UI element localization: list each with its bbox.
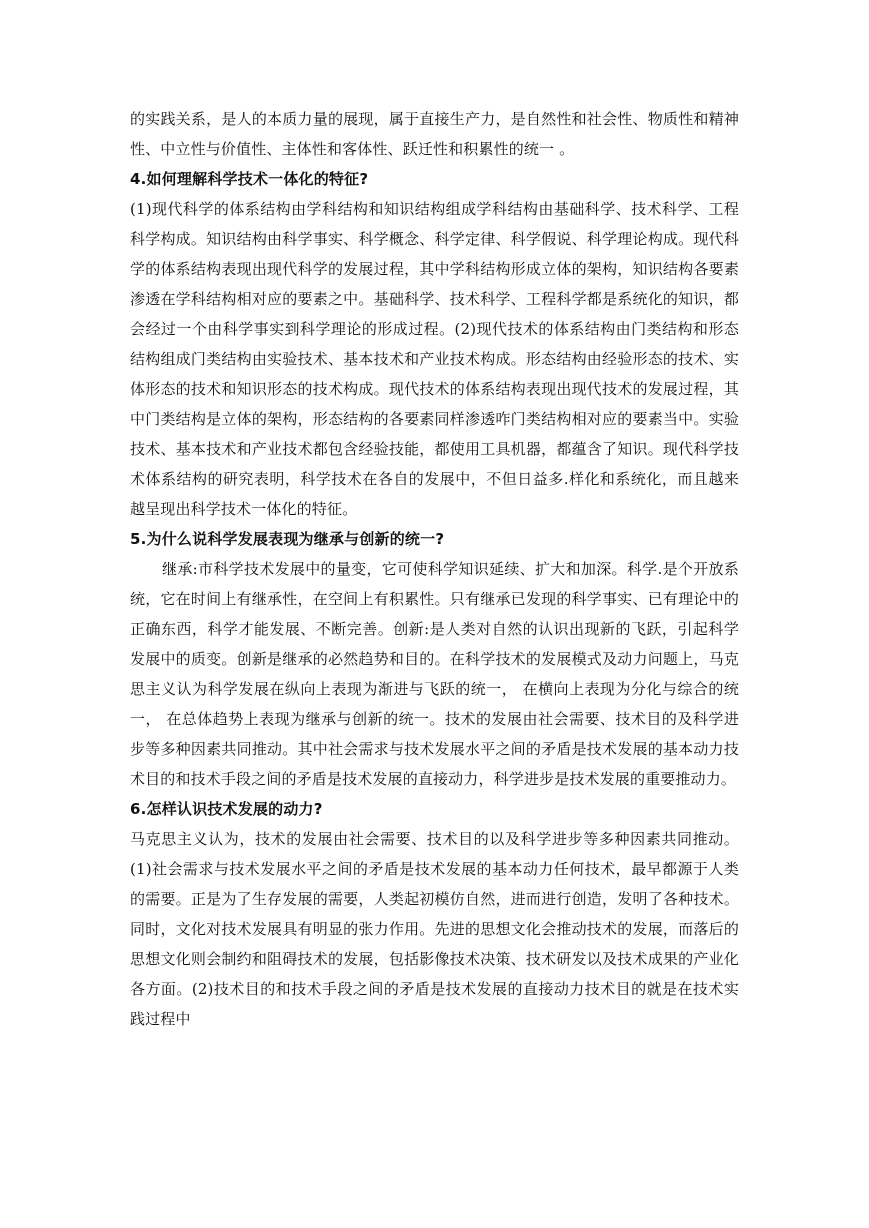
paragraph-continuation: 的实践关系，是人的本质力量的展现，属于直接生产力，是自然性和社会性、物质性和精神性、中立性与价值性、主体性和客体性、跃迁性和积累性的统一 。 <box>130 110 739 158</box>
question-4-heading: 4.如何理解科学技术一体化的特征? <box>130 170 369 188</box>
question-4-answer: (1)现代科学的体系结构由学科结构和知识结构组成学科结构由基础科学、技术科学、工程科学构成。知识结构由科学事实、科学概念、科学定律、科学假说、科学理论构成。现代科学的体系结构表现出现代科学的发展过程，其中学科结构形成立体的架构，知识结构各要素渗透在学科结构相对应的要素之中。基础科学、技术科学、工程科学都是系统化的知识，都会经过一个由科学事实到科学理论的形成过程。(2)现代技术的体系结构由门类结构和形态结构组成门类结构由实验技术、基本技术和产业技术构成。形态结构由经验形态的技术、实体形态的技术和知识形态的技术构成。现代技术的体系结构表现出现代技术的发展过程，其中门类结构是立体的架构，形态结构的各要素同样渗透咋门类结构相对应的要素当中。实验技术、基本技术和产业技术都包含经验技能，都使用工具机器，都蕴含了知识。现代科学技术体系结构的研究表明，科学技术在各自的发展中，不但日益多.样化和系统化，而且越来越呈现出科学技术一体化的特征。 <box>130 200 739 518</box>
question-6-heading: 6.怎样认识技术发展的动力? <box>130 800 323 818</box>
question-5-heading: 5.为什么说科学发展表现为继承与创新的统一? <box>130 530 445 548</box>
question-6-answer: 马克思主义认为，技术的发展由社会需要、技术目的以及科学进步等多种因素共同推动。(1)社会需求与技术发展水平之间的矛盾是技术发展的基本动力任何技术，最早都源于人类的需要。正是为了生存发展的需要，人类起初模仿自然，进而进行创造，发明了各种技术。同时，文化对技术发展具有明显的张力作用。先进的思想文化会推动技术的发展，而落后的思想文化则会制约和阻碍技术的发展，包括影像技术决策、技术研发以及技术成果的产业化各方面。(2)技术目的和技术手段之间的矛盾是技术发展的直接动力技术目的就是在技术实践过程中 <box>130 830 739 1028</box>
question-5-answer: 继承:市科学技术发展中的量变，它可使科学知识延续、扩大和加深。科学.是个开放系统，它在时间上有继承性，在空间上有积累性。只有继承已发现的科学事实、已有理论中的正确东西，科学才能发展、不断完善。创新:是人类对自然的认识出现新的飞跃，引起科学发展中的质变。创新是继承的必然趋势和目的。在科学技术的发展模式及动力问题上，马克思主义认为科学发展在纵向上表现为渐进与飞跃的统一， 在横向上表现为分化与综合的统一， 在总体趋势上表现为继承与创新的统一。技术的发展由社会需要、技术目的及科学进步等多种因素共同推动。其中社会需求与技术发展水平之间的矛盾是技术发展的基本动力技术目的和技术手段之间的矛盾是技术发展的直接动力，科学进步是技术发展的重要推动力。 <box>130 560 739 788</box>
